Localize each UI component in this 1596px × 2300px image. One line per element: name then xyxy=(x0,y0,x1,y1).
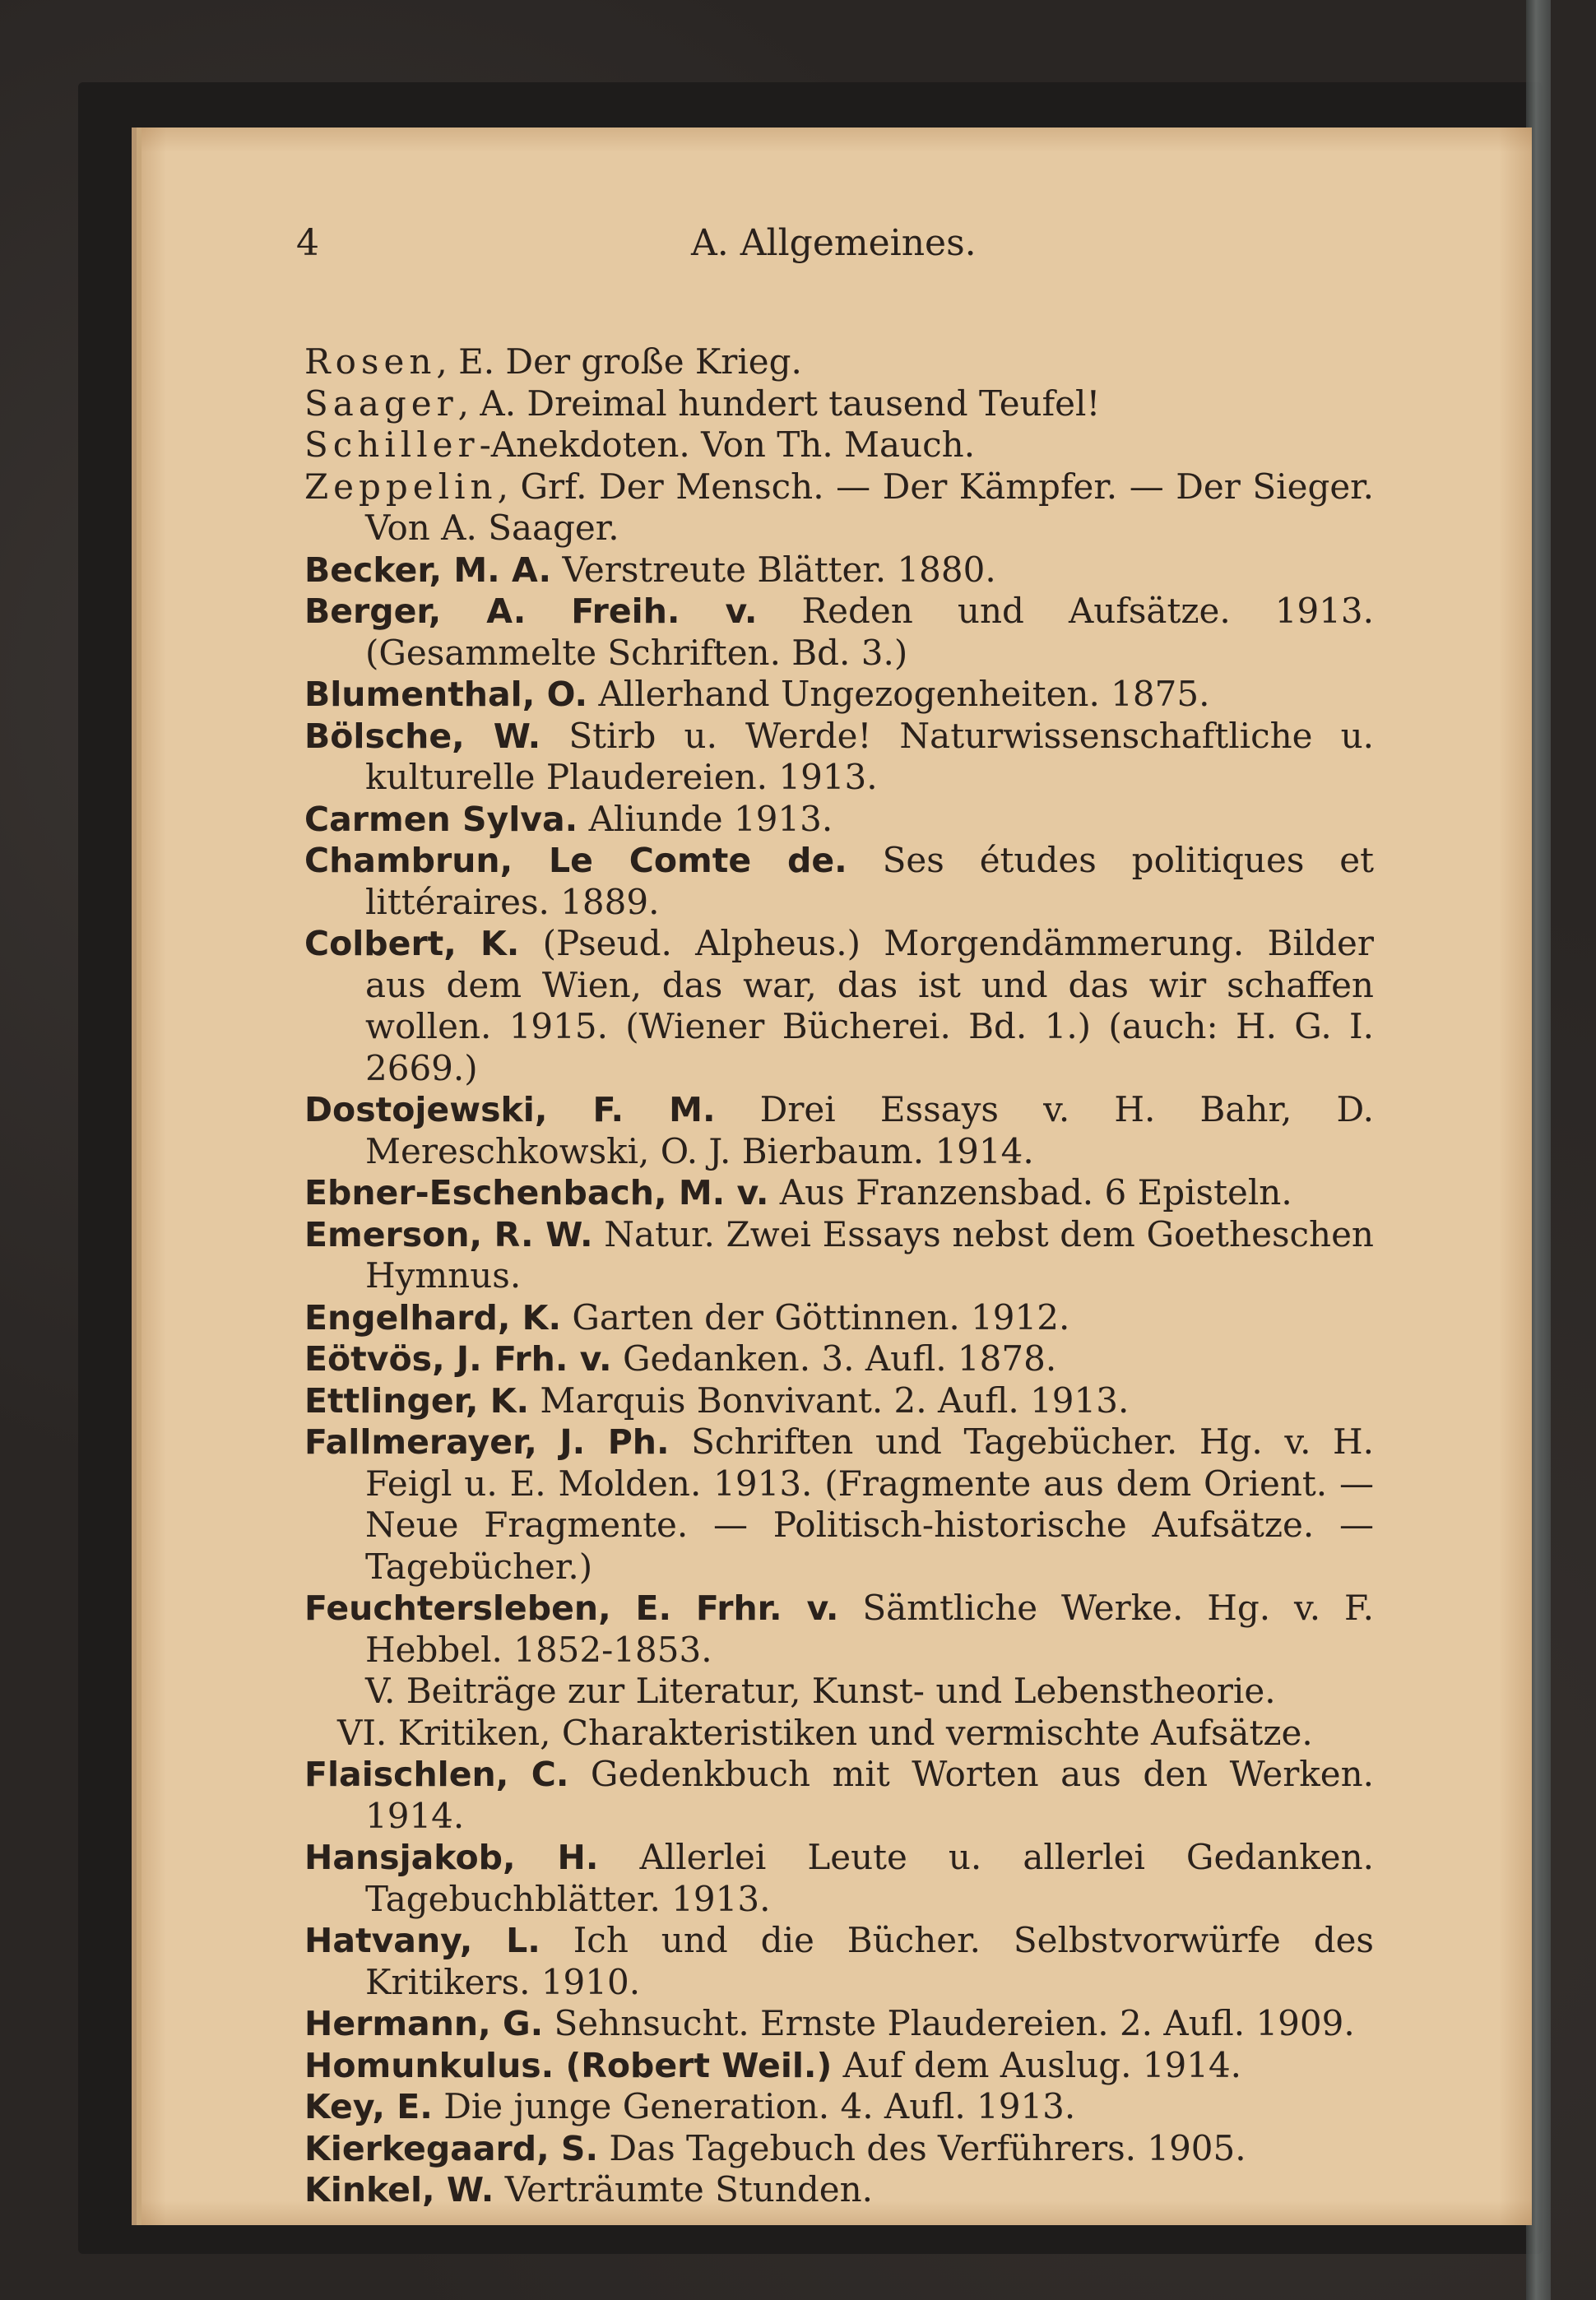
entry-text: Allerhand Ungezogenheiten. 1875. xyxy=(587,674,1210,714)
entry-author: Saager xyxy=(304,383,458,424)
entry-author: Emerson, R. W. xyxy=(304,1214,593,1254)
entry-text: Kritiken, Charakteristiken und vermischte Aufsätze. xyxy=(387,1712,1313,1753)
list-item xyxy=(304,1754,1374,1837)
list-item xyxy=(304,1172,1374,1214)
entry-author: Hatvany, L. xyxy=(304,1921,541,1960)
entry-author: Engelhard, K. xyxy=(304,1297,562,1338)
list-item xyxy=(304,1338,1374,1380)
entry-author: Kinkel, W. xyxy=(304,2170,494,2210)
entry-author: Blumenthal, O. xyxy=(304,675,588,714)
list-item xyxy=(304,1380,1374,1422)
list-item xyxy=(304,2045,1374,2087)
entry-text: , E. Der große Krieg. xyxy=(436,341,802,382)
entry-author: Homunkulus. (Robert Weil.) xyxy=(304,2045,833,2085)
list-item xyxy=(304,1837,1374,1920)
entry-text: Verträumte Stunden. xyxy=(494,2169,873,2210)
list-item xyxy=(304,341,1374,383)
list-item xyxy=(304,466,1374,549)
list-item xyxy=(304,674,1374,716)
entry-author: Colbert, K. xyxy=(304,924,520,963)
page-title: A. Allgemeines. xyxy=(691,222,977,264)
entry-author: Fallmerayer, J. Ph. xyxy=(304,1422,670,1462)
list-item xyxy=(304,1214,1374,1297)
entry-author: Flaischlen, C. xyxy=(304,1755,569,1794)
entry-text: Sämtliche Werke. Hg. v. F. Hebbel. 1852-1853. xyxy=(365,1588,1374,1670)
entry-author: Chambrun, Le Comte de. xyxy=(304,841,847,880)
page-number: 4 xyxy=(296,222,319,264)
entry-author: Bölsche, W. xyxy=(304,716,541,756)
list-item xyxy=(304,1297,1374,1339)
entry-author: Ettlinger, K. xyxy=(304,1380,530,1421)
entry-text: Beiträge zur Literatur, Kunst- und Lebenstheorie. xyxy=(395,1671,1276,1711)
list-item xyxy=(304,1421,1374,1588)
entry-author: Eötvös, J. Frh. v. xyxy=(304,1339,612,1379)
entry-text: Sehnsucht. Ernste Plaudereien. 2. Aufl. 1909. xyxy=(543,2003,1355,2043)
list-item xyxy=(304,2003,1374,2045)
list-item xyxy=(304,549,1374,591)
entry-author: Hermann, G. xyxy=(304,2004,544,2043)
list-item xyxy=(304,2128,1374,2170)
entry-text: Stirb u. Werde! Naturwissenschaftliche u. kulturelle Plaudereien. 1913. xyxy=(365,715,1375,797)
entry-author: Ebner-Eschenbach, M. v. xyxy=(304,1173,769,1213)
list-item xyxy=(304,923,1374,1089)
entry-text: Ich und die Bücher. Selbstvorwürfe des Kritikers. 1910. xyxy=(365,1920,1374,2002)
list-item xyxy=(304,383,1374,425)
entry-text: Garten der Göttinnen. 1912. xyxy=(561,1296,1070,1338)
list-item xyxy=(304,424,1374,466)
list-item xyxy=(304,1588,1374,1671)
list-item xyxy=(304,2086,1374,2128)
entry-text: Das Tagebuch des Verführers. 1905. xyxy=(598,2127,1246,2168)
entry-author: Rosen xyxy=(304,341,437,382)
volume-item xyxy=(304,1713,1374,1755)
entry-author: Carmen Sylva. xyxy=(304,799,578,839)
entry-text: Schriften und Tagebücher. Hg. v. H. Feigl u. E. Molden. 1913. (Fragmente aus dem Orient. — Neue Fragmente. — Politisch-historische Aufsätze. — Tagebücher.) xyxy=(365,1421,1374,1587)
list-item xyxy=(304,2169,1374,2211)
list-item xyxy=(304,799,1374,841)
entry-text: Gedanken. 3. Aufl. 1878. xyxy=(611,1338,1057,1379)
entry-text: , A. Dreimal hundert tausend Teufel! xyxy=(457,383,1101,424)
entry-author: Key, E. xyxy=(304,2087,433,2126)
entry-text: Natur. Zwei Essays nebst dem Goetheschen Hymnus. xyxy=(365,1213,1374,1296)
entry-text: , Grf. Der Mensch. — Der Kämpfer. — Der Sieger. Von A. Saager. xyxy=(365,466,1374,548)
entry-text: Reden und Aufsätze. 1913. (Gesammelte Schriften. Bd. 3.) xyxy=(365,591,1374,673)
entry-author: Kierkegaard, S. xyxy=(304,2128,599,2168)
entry-author: Becker, M. A. xyxy=(304,549,552,590)
bibliography-list xyxy=(304,341,1374,2211)
entry-author: Berger, A. Freih. v. xyxy=(304,591,758,631)
list-item xyxy=(304,716,1374,799)
entry-author: Feuchtersleben, E. Frhr. v. xyxy=(304,1588,839,1628)
list-item xyxy=(304,1089,1374,1172)
entry-text: Auf dem Auslug. 1914. xyxy=(832,2044,1242,2085)
entry-author: Zeppelin xyxy=(304,466,498,507)
list-item xyxy=(304,840,1374,923)
entry-text: (Pseud. Alpheus.) Morgendämmerung. Bilder aus dem Wien, das war, das ist und das wir schaffen wollen. 1915. (Wiener Bücherei. Bd. 1.) (auch: H. G. I. 2669.) xyxy=(365,923,1374,1088)
entry-author: Dostojewski, F. M. xyxy=(304,1090,716,1129)
entry-text: Drei Essays v. H. Bahr, D. Mereschkowski, O. J. Bierbaum. 1914. xyxy=(365,1089,1374,1171)
volume-number: V. xyxy=(365,1671,396,1711)
entry-text: Aus Franzensbad. 6 Episteln. xyxy=(768,1172,1292,1213)
entry-text: Aliunde 1913. xyxy=(578,798,833,839)
entry-text: Marquis Bonvivant. 2. Aufl. 1913. xyxy=(529,1380,1130,1421)
volume-number: VI. xyxy=(337,1712,387,1753)
entry-author: Hansjakob, H. xyxy=(304,1838,599,1877)
list-item xyxy=(304,1920,1374,2003)
entry-text: -Anekdoten. Von Th. Mauch. xyxy=(479,424,976,465)
list-item xyxy=(304,591,1374,674)
entry-text: Allerlei Leute u. allerlei Gedanken. Tagebuchblätter. 1913. xyxy=(365,1837,1374,1919)
entry-text: Verstreute Blätter. 1880. xyxy=(551,549,996,590)
entry-text: Gedenkbuch mit Worten aus den Werken. 1914. xyxy=(365,1754,1374,1836)
entry-text: Die junge Generation. 4. Aufl. 1913. xyxy=(432,2086,1076,2126)
entry-text: Ses études politiques et littéraires. 1889. xyxy=(365,840,1375,922)
entry-author: Schiller xyxy=(304,424,480,465)
volume-item xyxy=(304,1671,1374,1713)
